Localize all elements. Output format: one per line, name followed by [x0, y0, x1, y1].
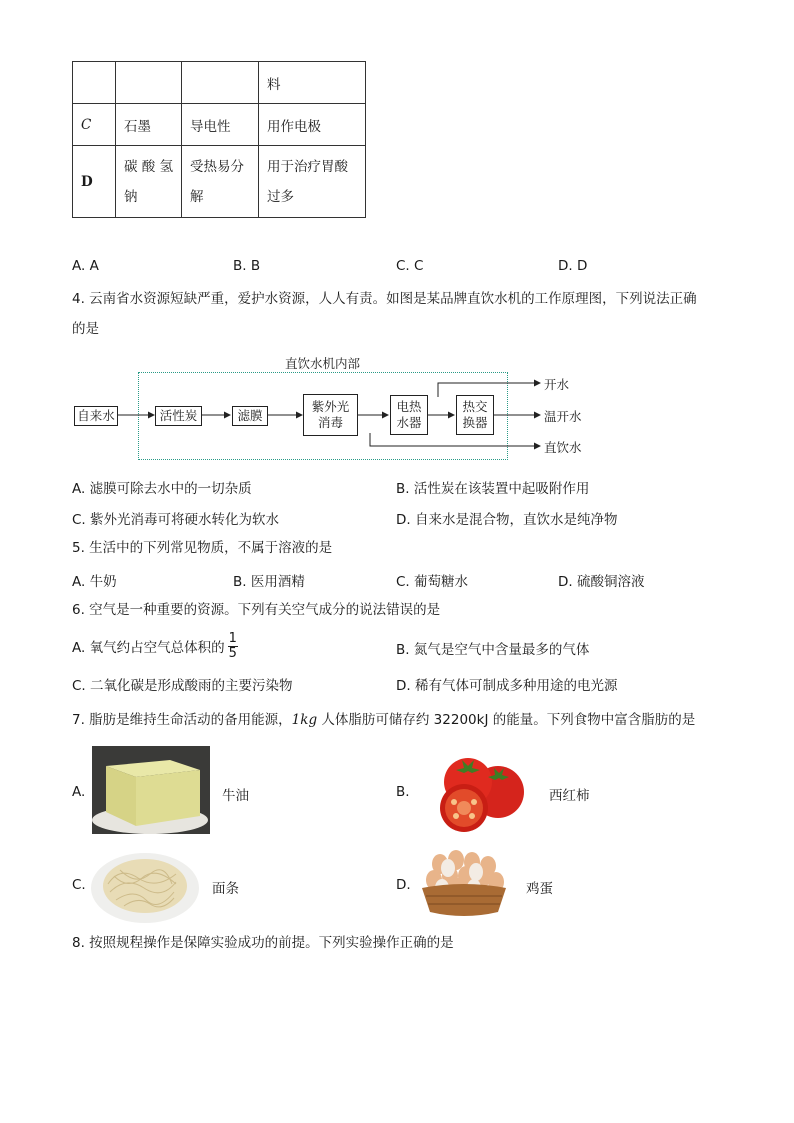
fraction-one-fifth: $\frac{1}{5}$ — [228, 630, 237, 661]
tap-water-box: 自来水 — [74, 406, 118, 426]
q7-option-a-text: 牛油 — [222, 788, 249, 804]
table-cell: 导电性 — [182, 104, 259, 146]
table-cell: D — [73, 146, 116, 218]
q3-option-b[interactable]: B. B — [233, 258, 261, 274]
table-row — [73, 104, 366, 146]
table-cell: 料 — [259, 62, 366, 104]
q3-option-a[interactable]: A. A — [72, 258, 99, 274]
table-cell: 用作电极 — [259, 104, 366, 146]
q4-option-c[interactable]: C. 紫外光消毒可将硬水转化为软水 — [72, 512, 280, 528]
activated-carbon-box: 活性炭 — [155, 406, 202, 426]
table-cell: C — [73, 104, 116, 146]
eggs-basket-image — [420, 850, 508, 918]
q6-option-b[interactable]: B. 氮气是空气中含量最多的气体 — [396, 642, 590, 658]
q5-option-a[interactable]: A. 牛奶 — [72, 574, 117, 590]
table-cell: 受热易分 解 — [182, 146, 259, 218]
noodles-image — [90, 848, 200, 924]
q6-option-d[interactable]: D. 稀有气体可制成多种用途的电光源 — [396, 678, 618, 694]
question-8-stem: 8. 按照规程操作是保障实验成功的前提。下列实验操作正确的是 — [72, 935, 454, 951]
question-4-stem: 4. 云南省水资源短缺严重，爱护水资源，人人有责。如图是某品牌直饮水机的工作原理图，下列说法正确 — [72, 291, 697, 307]
q5-option-b[interactable]: B. 医用酒精 — [233, 574, 305, 590]
heat-exchanger-box: 热交 换器 — [456, 395, 494, 435]
q7-option-c-text: 面条 — [212, 881, 239, 897]
q3-option-d[interactable]: D. D — [558, 258, 588, 274]
q7-option-d-label[interactable]: D. — [396, 877, 411, 893]
properties-table — [72, 61, 366, 218]
butter-image — [92, 746, 210, 834]
diagram-title: 直饮水机内部 — [285, 356, 361, 371]
q6-option-a[interactable]: A. 氧气约占空气总体积的 $\frac{1}{5}$ — [72, 630, 237, 661]
electric-heater-box: 电热 水器 — [390, 395, 428, 435]
tomato-image — [430, 748, 530, 834]
filter-membrane-box: 滤膜 — [232, 406, 268, 426]
q7-option-c-label[interactable]: C. — [72, 877, 86, 893]
q4-option-a[interactable]: A. 滤膜可除去水中的一切杂质 — [72, 481, 252, 497]
water-dispenser-diagram — [70, 350, 630, 462]
q6-option-c[interactable]: C. 二氧化碳是形成酸雨的主要污染物 — [72, 678, 293, 694]
question-6-stem: 6. 空气是一种重要的资源。下列有关空气成分的说法错误的是 — [72, 602, 441, 618]
output-boiling-water: 开水 — [544, 377, 570, 392]
question-5-stem: 5. 生活中的下列常见物质，不属于溶液的是 — [72, 540, 333, 556]
output-warm-water: 温开水 — [544, 409, 582, 424]
q4-option-d[interactable]: D. 自来水是混合物，直饮水是纯净物 — [396, 512, 618, 528]
table-cell: 石墨 — [116, 104, 182, 146]
q7-option-b-text: 西红柿 — [549, 788, 590, 804]
q7-option-d-text: 鸡蛋 — [526, 881, 553, 897]
output-drinking-water: 直饮水 — [544, 440, 582, 455]
table-cell: 碳 酸 氢 钠 — [116, 146, 182, 218]
q4-option-b[interactable]: B. 活性炭在该装置中起吸附作用 — [396, 481, 590, 497]
question-4-stem-cont: 的是 — [72, 321, 99, 337]
question-7-stem: 7. 脂肪是维持生命活动的备用能源，1kg 人体脂肪可储存约 32200kJ 的能量。下列食物中富含脂肪的是 — [72, 712, 696, 728]
q7-option-a-label[interactable]: A. — [72, 784, 86, 800]
q5-option-d[interactable]: D. 硫酸铜溶液 — [558, 574, 645, 590]
q5-option-c[interactable]: C. 葡萄糖水 — [396, 574, 469, 590]
uv-disinfection-box: 紫外光 消毒 — [303, 394, 358, 436]
table-cell: 用于治疗胃酸 过多 — [259, 146, 366, 218]
table-row — [73, 62, 366, 104]
q7-option-b-label[interactable]: B. — [396, 784, 410, 800]
table-row — [73, 146, 366, 218]
q3-option-c[interactable]: C. C — [396, 258, 424, 274]
